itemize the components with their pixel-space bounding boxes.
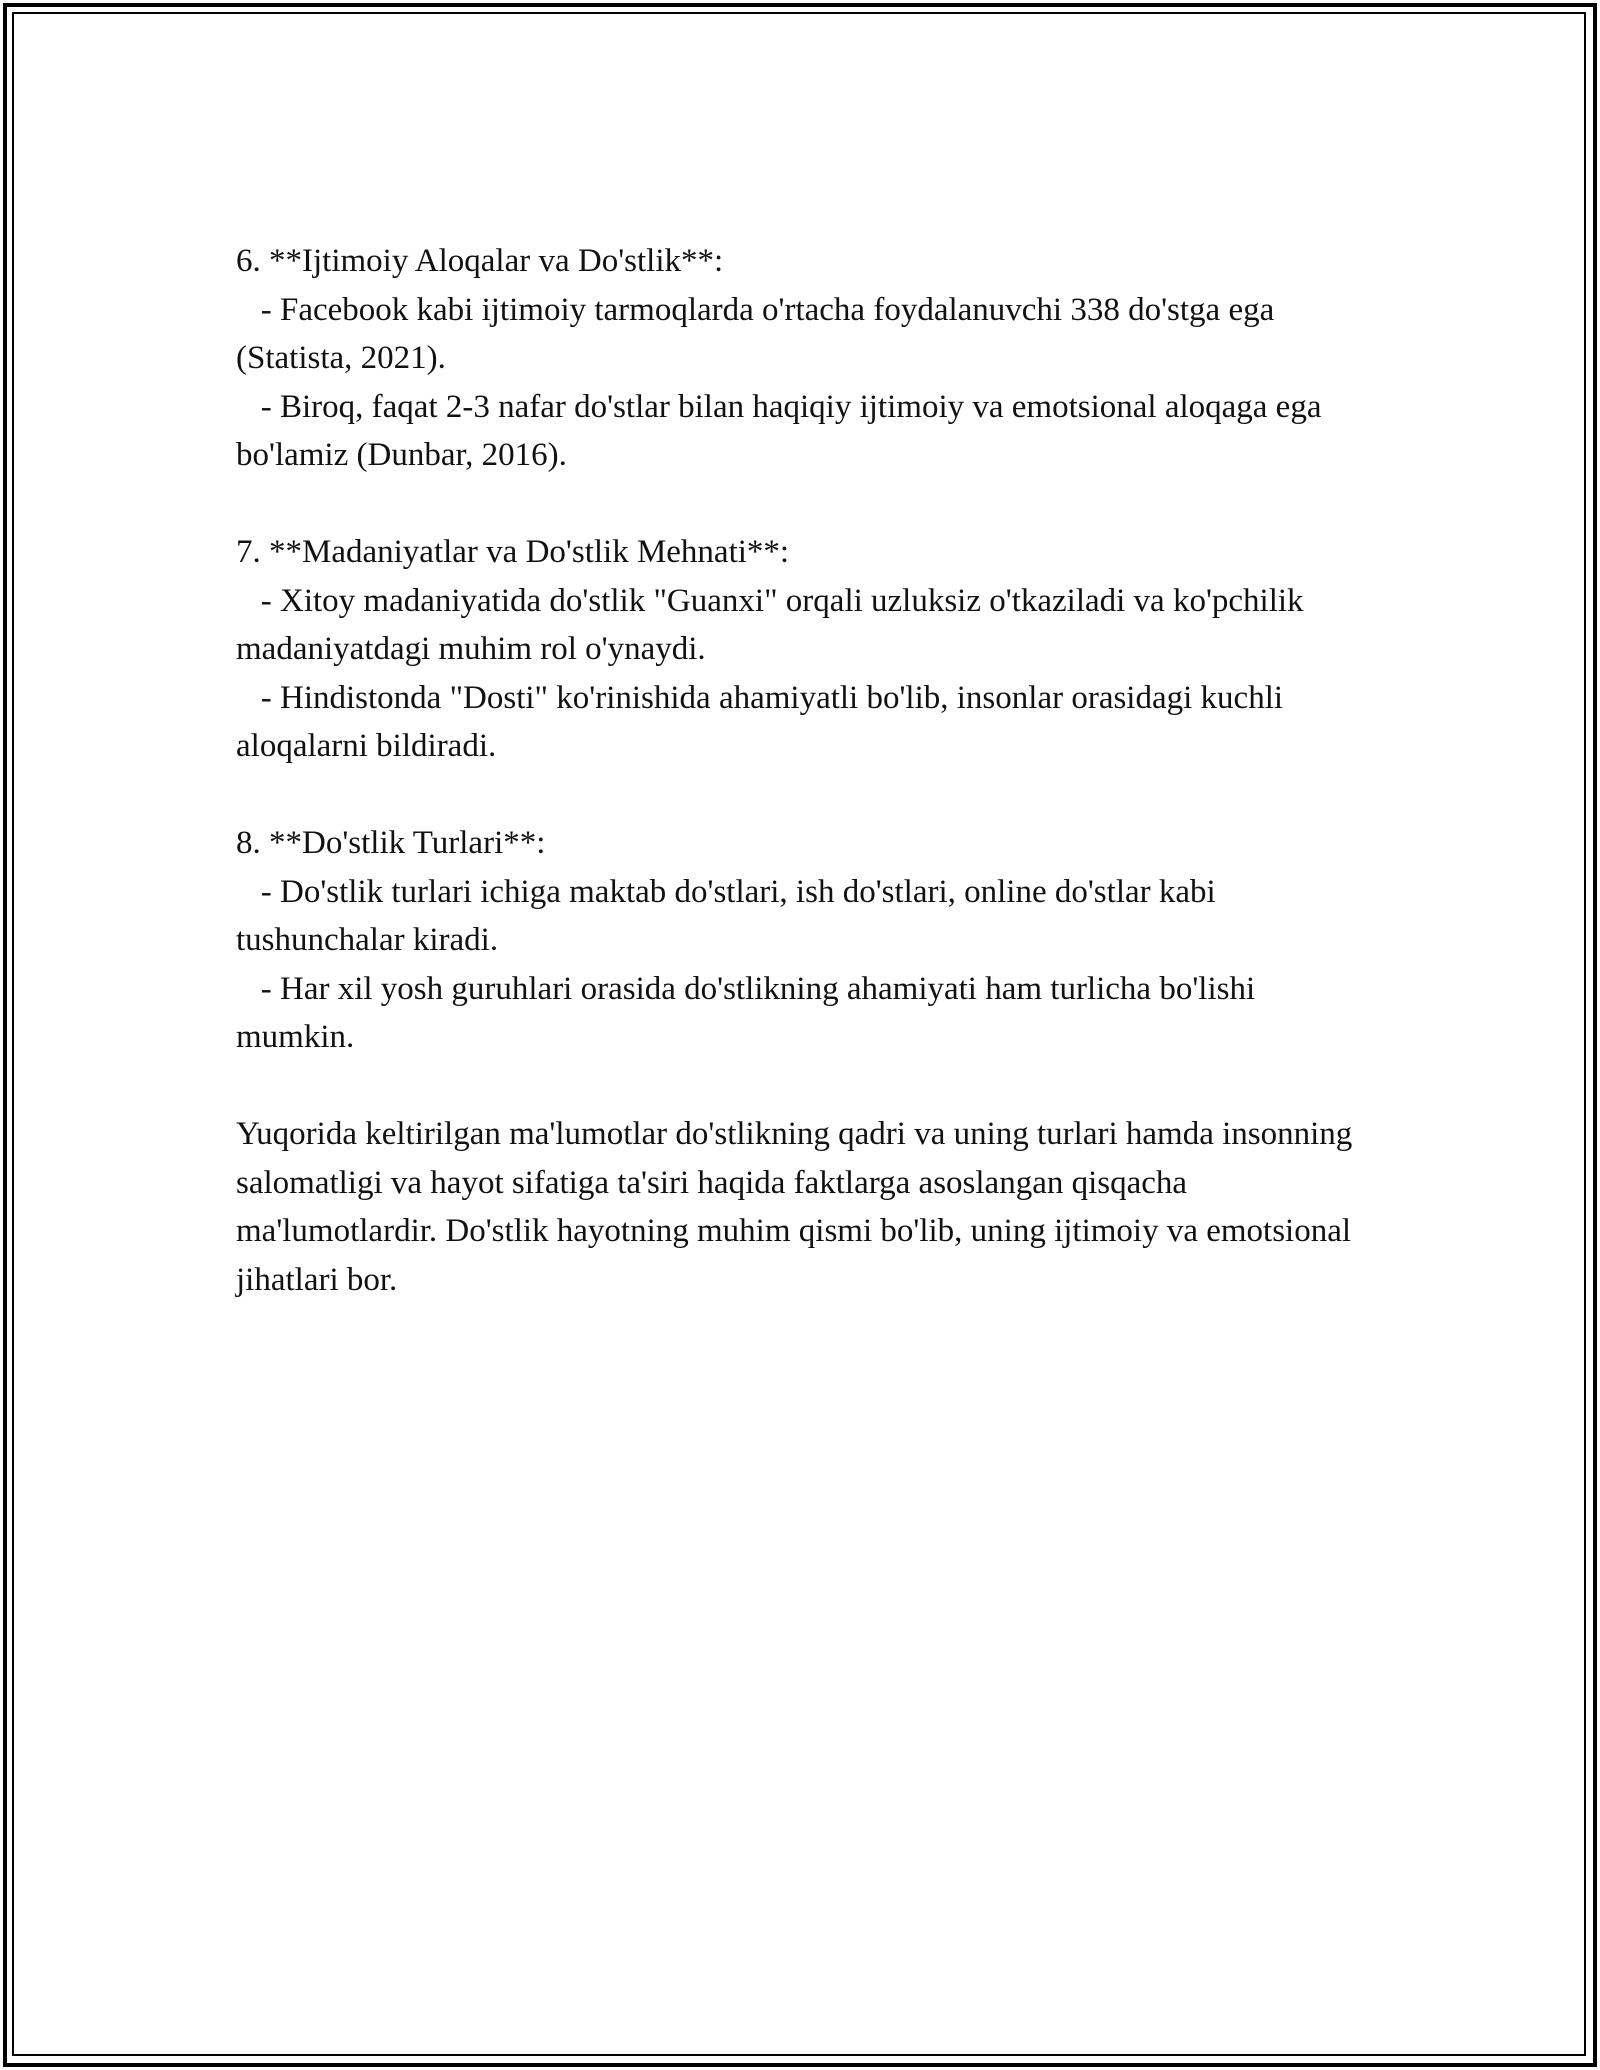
bullet-item: - Biroq, faqat 2-3 nafar do'stlar bilan haqiqiy ijtimoiy va emotsional aloqaga ega bo'lamiz (Dunbar, 2016).	[236, 388, 1330, 473]
section-heading: 6. **Ijtimoiy Aloqalar va Do'stlik**:	[236, 243, 724, 279]
bullet-item: - Xitoy madaniyatida do'stlik "Guanxi" orqali uzluksiz o'tkaziladi va ko'pchilik madaniyatdagi muhim rol o'ynaydi.	[236, 582, 1312, 667]
document-body	[236, 237, 1361, 1304]
section-8	[236, 819, 1356, 1062]
section-7	[236, 528, 1356, 771]
section-heading: 8. **Do'stlik Turlari**:	[236, 825, 546, 861]
bullet-item: - Do'stlik turlari ichiga maktab do'stlari, ish do'stlari, online do'stlar kabi tushunchalar kiradi.	[236, 873, 1224, 958]
bullet-item: - Har xil yosh guruhlari orasida do'stlikning ahamiyati ham turlicha bo'lishi mumkin.	[236, 970, 1264, 1055]
bullet-item: - Hindistonda "Dosti" ko'rinishida ahamiyatli bo'lib, insonlar orasidagi kuchli aloqalarni bildiradi.	[236, 679, 1292, 764]
section-6	[236, 237, 1356, 480]
section-heading: 7. **Madaniyatlar va Do'stlik Mehnati**:	[236, 534, 790, 570]
bullet-item: - Facebook kabi ijtimoiy tarmoqlarda o'rtacha foydalanuvchi 338 do'stga ega (Statista, 2021).	[236, 291, 1283, 376]
conclusion-paragraph: Yuqorida keltirilgan ma'lumotlar do'stlikning qadri va uning turlari hamda insonning salomatligi va hayot sifatiga ta'siri haqida faktlarga asoslangan qisqacha ma'lumotlardir. Do'stlik hayotning muhim qismi bo'lib, uning ijtimoiy va emotsional jihatlari bor.	[236, 1116, 1361, 1298]
